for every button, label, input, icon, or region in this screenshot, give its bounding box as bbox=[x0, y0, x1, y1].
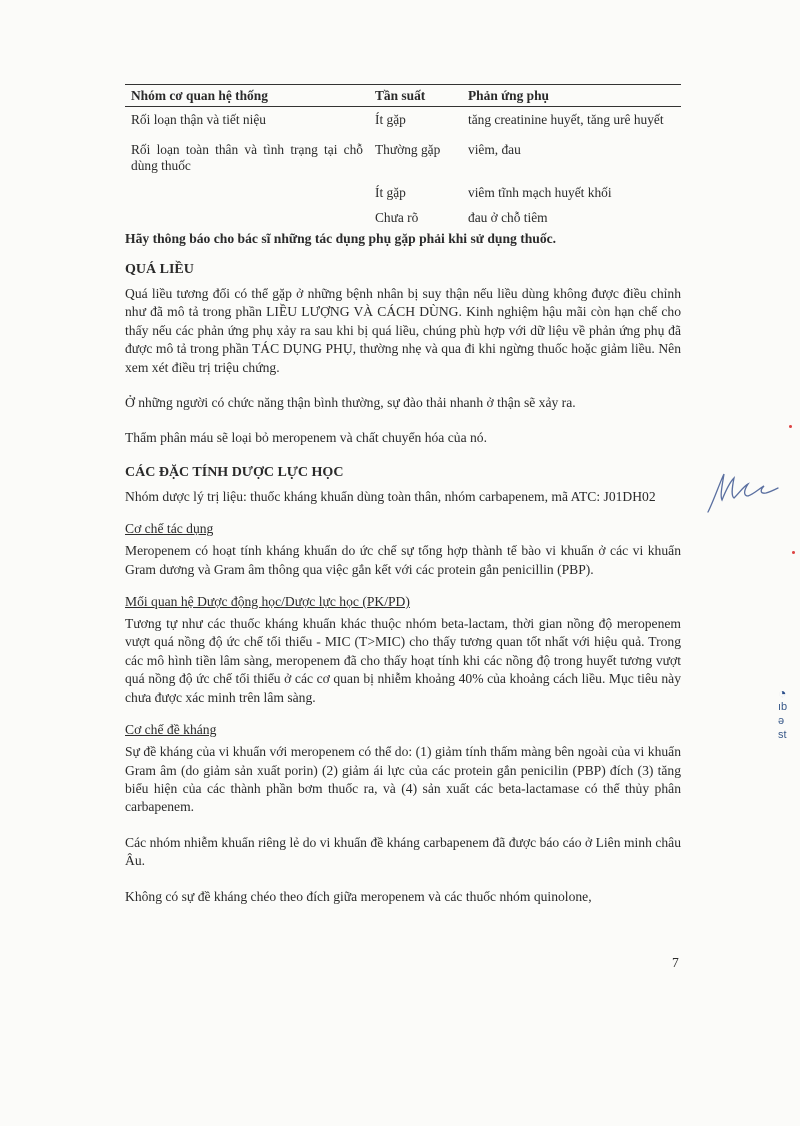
overdose-paragraph: Ở những người có chức năng thận bình thường, sự đào thải nhanh ở thận sẽ xảy ra. bbox=[125, 395, 576, 411]
page-number: 7 bbox=[672, 955, 679, 970]
handwritten-signature bbox=[700, 460, 780, 520]
pkpd-subheading: Mối quan hệ Dược động học/Dược lực học (PK/PD) bbox=[125, 594, 410, 610]
side-effects-table bbox=[125, 84, 681, 228]
table-row bbox=[125, 107, 681, 131]
page-content bbox=[125, 84, 681, 906]
cell-organ bbox=[125, 203, 369, 228]
margin-fragment: ıb bbox=[778, 701, 788, 713]
cell-organ: Rối loạn thận và tiết niệu bbox=[131, 112, 266, 127]
cell-frequency: Chưa rõ bbox=[375, 210, 419, 225]
margin-dot bbox=[789, 425, 792, 428]
cell-frequency: Thường gặp bbox=[375, 142, 441, 157]
cell-reaction: tăng creatinine huyết, tăng urê huyết bbox=[468, 112, 664, 127]
pharmacodynamics-heading: CÁC ĐẶC TÍNH DƯỢC LỰC HỌC bbox=[125, 464, 344, 480]
cell-organ bbox=[125, 176, 369, 203]
margin-fragments bbox=[778, 686, 800, 742]
cell-frequency: Ít gặp bbox=[375, 112, 406, 127]
pharmacodynamics-intro: Nhóm dược lý trị liệu: thuốc kháng khuẩn dùng toàn thân, nhóm carbapenem, mã ATC: J01DH02 bbox=[125, 488, 656, 504]
cell-frequency: Ít gặp bbox=[375, 185, 406, 200]
header-reaction: Phản ứng phụ bbox=[462, 85, 681, 107]
overdose-paragraph: Quá liều tương đối có thể gặp ở những bệnh nhân bị suy thận nếu liều dùng không được điều chỉnh như đã mô tả trong phần LIỀU LƯỢNG VÀ CÁCH DÙNG. Kinh nghiệm hậu mãi còn hạn chế cho thấy nếu các phản ứng phụ xảy ra sau khi bị quá liều, chúng phù hợp với dữ liệu về phản ứng phụ đã được mô tả trong phần TÁC DỤNG PHỤ, thường nhẹ và qua đi khi ngừng thuốc hoặc giảm liều. Nên xem xét điều trị triệu chứng. bbox=[125, 286, 681, 375]
cell-reaction: viêm, đau bbox=[468, 142, 521, 157]
cell-reaction: đau ở chỗ tiêm bbox=[468, 210, 548, 225]
margin-fragment: st bbox=[778, 729, 787, 741]
header-frequency: Tần suất bbox=[369, 85, 462, 107]
margin-dot bbox=[792, 551, 795, 554]
pkpd-paragraph: Tương tự như các thuốc kháng khuẩn khác thuộc nhóm beta-lactam, thời gian nồng độ meropenem vượt quá nồng độ ức chế tối thiểu - MIC (T>MIC) cho thấy tương quan tốt nhất với hiệu quả. Trong các mô hình tiền lâm sàng, meropenem đã cho thấy hoạt tính khi các nồng độ trong huyết tương vượt quá nồng độ ức chế tối thiểu ở các cơ quan bị nhiễm khoảng 40% của khoảng cách liều. Mục tiêu này chưa được xác minh trên lâm sàng. bbox=[125, 616, 681, 705]
table-header-row bbox=[125, 85, 681, 107]
table-row bbox=[125, 130, 681, 176]
warning-text: Hãy thông báo cho bác sĩ những tác dụng phụ gặp phải khi sử dụng thuốc. bbox=[125, 231, 557, 246]
overdose-paragraph: Thẩm phân máu sẽ loại bỏ meropenem và chất chuyển hóa của nó. bbox=[125, 430, 487, 446]
cell-reaction: viêm tĩnh mạch huyết khối bbox=[468, 185, 612, 200]
margin-fragment: ə bbox=[778, 715, 785, 727]
resistance-subheading: Cơ chế đề kháng bbox=[125, 722, 217, 738]
resistance-paragraph: Không có sự đề kháng chéo theo đích giữa meropenem và các thuốc nhóm quinolone, bbox=[125, 888, 592, 904]
margin-circle-icon: ◔ bbox=[778, 685, 787, 701]
header-organ: Nhóm cơ quan hệ thống bbox=[125, 85, 369, 107]
mechanism-paragraph: Meropenem có hoạt tính kháng khuẩn do ức chế sự tổng hợp thành tế bào vi khuẩn ở các vi khuẩn Gram dương và Gram âm thông qua việc gắn kết với các protein gắn penicillin (PBP). bbox=[125, 543, 681, 577]
overdose-heading: QUÁ LIỀU bbox=[125, 262, 194, 277]
resistance-paragraph: Các nhóm nhiễm khuẩn riêng lẻ do vi khuẩn đề kháng carbapenem đã được báo cáo ở Liên minh châu Âu. bbox=[125, 834, 681, 869]
resistance-paragraph: Sự đề kháng của vi khuẩn với meropenem có thể do: (1) giảm tính thấm màng bên ngoài của vi khuẩn Gram âm (do giảm sản xuất porin) (2) giảm ái lực của các protein gắn penicilin (PBP) đích (3) tăng biểu hiện của các thành phần bơm thuốc ra, và (4) sản xuất các beta-lactamase có thể thủy phân carbapenem. bbox=[125, 744, 681, 815]
mechanism-subheading: Cơ chế tác dụng bbox=[125, 521, 214, 537]
table-row bbox=[125, 203, 681, 228]
table-row bbox=[125, 176, 681, 203]
cell-organ: Rối loạn toàn thân và tình trạng tại chỗ dùng thuốc bbox=[131, 142, 363, 173]
